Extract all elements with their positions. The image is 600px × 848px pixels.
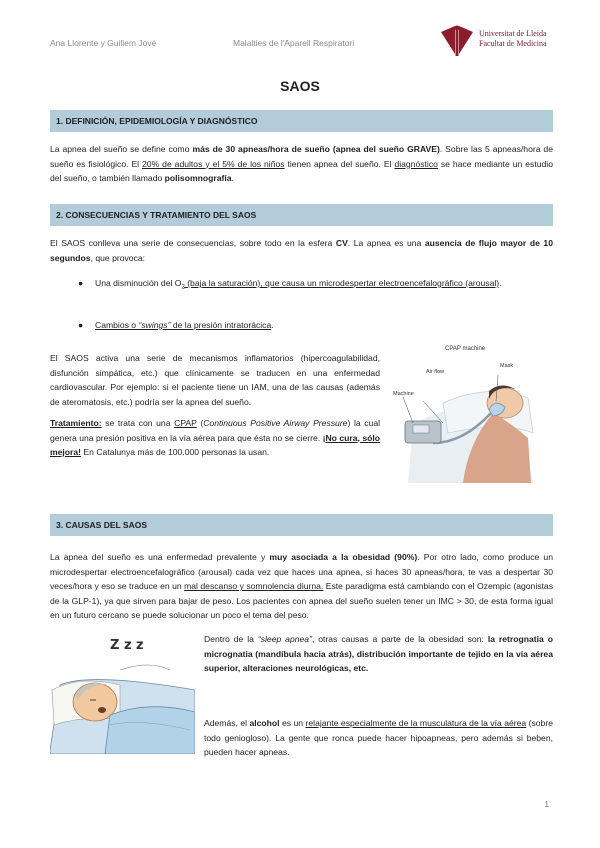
page-title: SAOS <box>280 78 320 94</box>
paragraph-consequences: El SAOS conlleva una serie de consecuencias, sobre todo en la esfera CV. La apnea es una ausencia de flujo mayor de 10 segundos, que provoca: <box>50 238 553 263</box>
logo-line-1: Universitat de Lleida <box>479 29 547 38</box>
header-authors: Ana Llorente y Guillem Jové <box>50 38 157 48</box>
paragraph-alcohol: Además, el alcohol es un relajante especialmente de la musculatura de la vía aérea (sobre todo geniogloso). La gente que ronca puede hacer hipoapneas, pero además si beben, pueden hacer apneas. <box>204 718 553 757</box>
section-header-3 <box>50 514 553 536</box>
mask-label: Mask <box>500 363 514 369</box>
section-title-1: 1. DEFINICIÓN, EPIDEMIOLOGÍA Y DIAGNÓSTICO <box>56 116 258 126</box>
paragraph-causes: La apnea del sueño es una enfermedad prevalente y muy asociada a la obesidad (90%). Por otro lado, como produce un microdespertar electroencefalográfico (arousal) cada vez que haces una apnea, si haces 30 apneas/hora, te vas a despertar 30 veces/hora y eso se traduce en un mal descanso y somnolencia diurna. Este paradigma está cambiando con el Ozempic (agonistas de la GLP-1), ya que sirven para bajar de peso. Los pacientes con apnea del sueño suelen tener un IMC > 30, de esta forma igual en un futuro cercano se puede solucionar un poco el tema del peso. <box>50 552 553 620</box>
paragraph-treatment: Tratamiento: se trata con una CPAP (Continuous Positive Airway Pressure) la cual genera una presión positiva en la vía aérea para que ésta no se cierre. ¡No cura, sólo mejora! En Catalunya más de 100.000 personas la usan. <box>50 418 381 457</box>
sleeping-man-illustration <box>50 630 195 754</box>
page-number: 1 <box>544 800 549 809</box>
logo-line-2: Facultat de Medicina <box>479 39 547 48</box>
university-crest-icon <box>437 24 477 58</box>
header-subject: Malalties de l'Aparell Respiratori <box>233 38 355 48</box>
snore-zzz-icon: Z z z <box>110 638 144 653</box>
section-header-1 <box>50 110 553 132</box>
cpap-machine-label: CPAP machine <box>445 346 486 352</box>
machine-label: Machine <box>393 391 414 397</box>
paragraph-inflammation: El SAOS activa una serie de mecanismos inflamatorios (hipercoagulabilidad, disfunción simpática, etc.) que clínicamente se traducen en una enfermedad cardiovascular. Por ejemplo: si el paciente tiene un IAM, una de las causas (además de ateromatosis, etc.) podría ser la apnea del sueño. <box>50 353 380 407</box>
section-title-2: 2. CONSECUENCIAS Y TRATAMIENTO DEL SAOS <box>56 210 257 220</box>
section-title-3: 3. CAUSAS DEL SAOS <box>56 520 148 530</box>
airflow-label: Air flow <box>426 369 445 375</box>
bullet-dot-icon: ● <box>78 320 84 330</box>
section-header-2 <box>50 204 553 226</box>
university-logo <box>437 24 555 60</box>
paragraph-other-causes: Dentro de la “sleep apnea”, otras causas a parte de la obesidad son: la retrognatia o micrognatia (mandíbula hacia atrás), distribución importante de tejido en la vía aérea superior, alteraciones neurológicas, etc. <box>204 634 553 673</box>
bullet-dot-icon: ● <box>78 278 84 288</box>
cpap-illustration <box>393 343 555 495</box>
paragraph-definition: La apnea del sueño se define como más de 30 apneas/hora de sueño (apnea del sueño GRAVE). Sobre las 5 apneas/hora de sueño es fisiológico. El 20% de adultos y el 5% de los niños tienen apnea del sueño. El diagnóstico se hace mediante un estudio del sueño, o también llamado polisomnografía. <box>50 144 553 183</box>
